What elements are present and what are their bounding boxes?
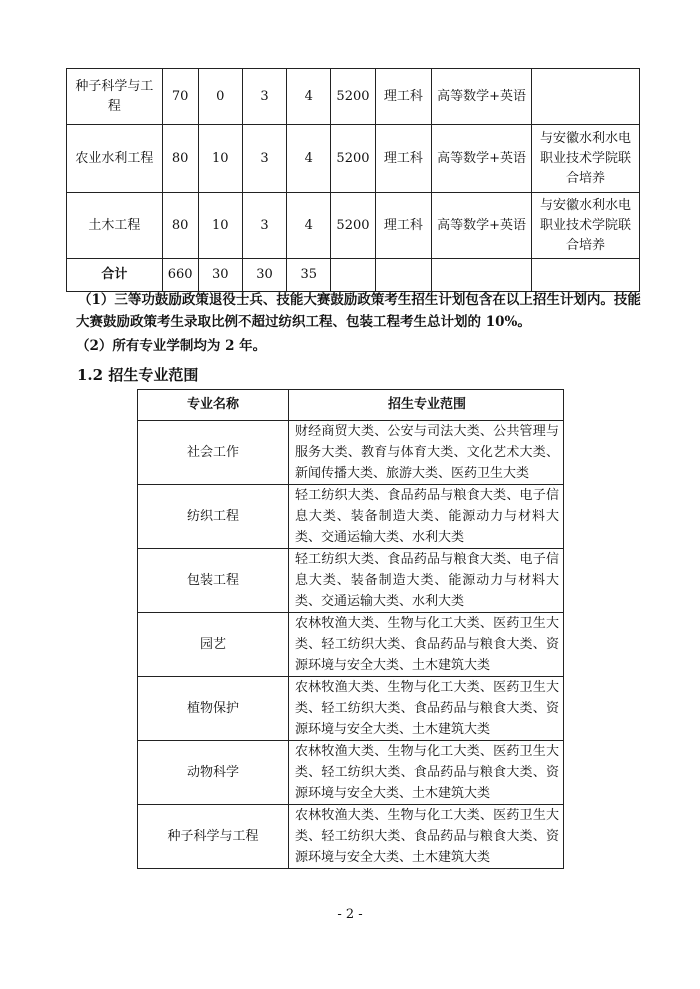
major-name-cell: 园艺 xyxy=(138,613,289,677)
plan-count-cell: 80 xyxy=(162,193,198,259)
category-cell: 理工科 xyxy=(375,193,432,259)
major-name-cell: 动物科学 xyxy=(138,741,289,805)
major-name-cell: 土木工程 xyxy=(67,193,163,259)
table-row xyxy=(138,485,564,549)
range-cell: 农林牧渔大类、生物与化工大类、医药卫生大类、轻工纺织大类、食品药品与粮食大类、资源环境与安全大类、土木建筑大类 xyxy=(288,677,563,741)
exam-subjects-cell: 高等数学+英语 xyxy=(432,69,532,125)
major-name-cell: 种子科学与工程 xyxy=(67,69,163,125)
range-cell: 轻工纺织大类、食品药品与粮食大类、电子信息大类、装备制造大类、能源动力与材料大类、交通运输大类、水利大类 xyxy=(288,549,563,613)
major-name-cell: 纺织工程 xyxy=(138,485,289,549)
table-row xyxy=(138,677,564,741)
table-row xyxy=(138,421,564,485)
range-cell: 轻工纺织大类、食品药品与粮食大类、电子信息大类、装备制造大类、能源动力与材料大类、交通运输大类、水利大类 xyxy=(288,485,563,549)
empty-cell xyxy=(331,259,375,292)
total-count-cell: 30 xyxy=(198,259,242,292)
major-name-cell: 植物保护 xyxy=(138,677,289,741)
major-name-cell: 社会工作 xyxy=(138,421,289,485)
table-row xyxy=(67,125,640,193)
table-row xyxy=(138,805,564,869)
header-range: 招生专业范围 xyxy=(288,390,563,421)
enrollment-plan-table xyxy=(66,68,640,292)
fee-cell: 5200 xyxy=(331,69,375,125)
policy-note: （1）三等功鼓励政策退役士兵、技能大赛鼓励政策考生招生计划包含在以上招生计划内。技能大赛鼓励政策考生录取比例不超过纺织工程、包装工程考生总计划的 10%。 xyxy=(76,292,641,330)
total-label: 合计 xyxy=(67,259,163,292)
plan-count-cell: 70 xyxy=(162,69,198,125)
count-cell: 4 xyxy=(287,125,331,193)
empty-cell xyxy=(375,259,432,292)
category-cell: 理工科 xyxy=(375,69,432,125)
note-cell: 与安徽水利水电职业技术学院联合培养 xyxy=(531,125,639,193)
total-count-cell: 35 xyxy=(287,259,331,292)
table-header-row xyxy=(138,390,564,421)
note-cell xyxy=(531,69,639,125)
total-count-cell: 30 xyxy=(242,259,286,292)
count-cell: 0 xyxy=(198,69,242,125)
note-cell: 与安徽水利水电职业技术学院联合培养 xyxy=(531,193,639,259)
fee-cell: 5200 xyxy=(331,193,375,259)
count-cell: 3 xyxy=(242,125,286,193)
table-row xyxy=(138,549,564,613)
range-cell: 农林牧渔大类、生物与化工大类、医药卫生大类、轻工纺织大类、食品药品与粮食大类、资源环境与安全大类、土木建筑大类 xyxy=(288,741,563,805)
range-cell: 农林牧渔大类、生物与化工大类、医药卫生大类、轻工纺织大类、食品药品与粮食大类、资源环境与安全大类、土木建筑大类 xyxy=(288,613,563,677)
count-cell: 4 xyxy=(287,193,331,259)
major-name-cell: 农业水利工程 xyxy=(67,125,163,193)
header-major: 专业名称 xyxy=(138,390,289,421)
fee-cell: 5200 xyxy=(331,125,375,193)
total-row xyxy=(67,259,640,292)
count-cell: 3 xyxy=(242,69,286,125)
table-row xyxy=(138,741,564,805)
total-plan-cell: 660 xyxy=(162,259,198,292)
empty-cell xyxy=(531,259,639,292)
range-cell: 财经商贸大类、公安与司法大类、公共管理与服务大类、教育与体育大类、文化艺术大类、新闻传播大类、旅游大类、医药卫生大类 xyxy=(288,421,563,485)
empty-cell xyxy=(432,259,532,292)
page-number: - 2 - xyxy=(337,907,363,922)
table-row xyxy=(67,193,640,259)
exam-subjects-cell: 高等数学+英语 xyxy=(432,125,532,193)
range-cell: 农林牧渔大类、生物与化工大类、医药卫生大类、轻工纺织大类、食品药品与粮食大类、资源环境与安全大类、土木建筑大类 xyxy=(288,805,563,869)
table-row xyxy=(138,613,564,677)
count-cell: 4 xyxy=(287,69,331,125)
section-heading: 1.2 招生专业范围 xyxy=(77,366,199,384)
exam-subjects-cell: 高等数学+英语 xyxy=(432,193,532,259)
major-range-table xyxy=(137,389,564,869)
table-row xyxy=(67,69,640,125)
count-cell: 3 xyxy=(242,193,286,259)
major-name-cell: 种子科学与工程 xyxy=(138,805,289,869)
count-cell: 10 xyxy=(198,125,242,193)
major-name-cell: 包装工程 xyxy=(138,549,289,613)
plan-count-cell: 80 xyxy=(162,125,198,193)
duration-note: （2）所有专业学制均为 2 年。 xyxy=(76,338,267,354)
category-cell: 理工科 xyxy=(375,125,432,193)
count-cell: 10 xyxy=(198,193,242,259)
